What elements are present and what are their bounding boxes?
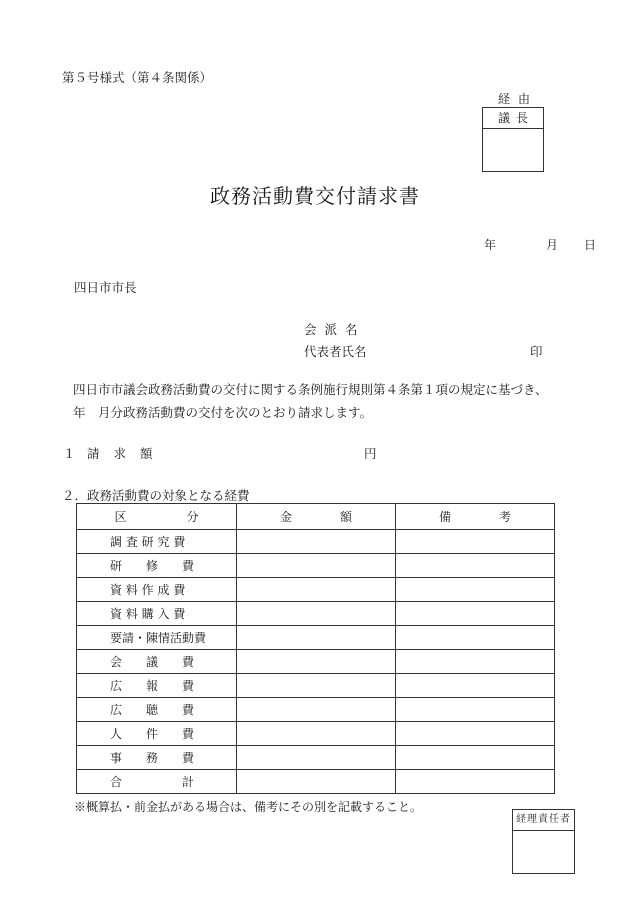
amount-label: 請求額 [87,446,167,461]
remarks-cell [396,674,555,698]
category-cell: 広 聴 費 [77,698,237,722]
category-cell: 会 議 費 [77,650,237,674]
remarks-cell [396,746,555,770]
remarks-cell [396,530,555,554]
faction-label: 会派名 [304,322,366,337]
table-row [77,746,555,770]
category-cell: 調 査 研 究 費 [77,530,237,554]
category-cell: 資 料 作 成 費 [77,578,237,602]
total-category-cell: 合 計 [77,770,237,794]
amount-cell [237,554,396,578]
table-row [77,626,555,650]
body-text-line-1: 四日市市議会政務活動費の交付に関する条例施行規則第４条第１項の規定に基づき、 [73,382,548,397]
form-number: 第５号様式（第４条関係） [62,70,213,85]
date-day: 日 [584,238,597,252]
amount-cell [237,722,396,746]
footnote: ※概算払・前金払がある場合は、備考にその別を記載すること。 [74,800,423,814]
seal-mark: 印 [530,344,543,359]
amount-cell [237,626,396,650]
table-row [77,674,555,698]
amount-cell [237,530,396,554]
table-row [77,698,555,722]
body-text-line-2: 年 月分政務活動費の交付を次のとおり請求します。 [73,405,373,420]
category-cell: 資 料 購 入 費 [77,602,237,626]
table-row [77,578,555,602]
amount-cell [237,602,396,626]
header-amount: 金 額 [237,504,396,530]
accountant-box-label: 経理責任者 [513,810,574,831]
table-row-total [77,770,555,794]
chair-stamp-box [482,107,544,172]
remarks-cell [396,722,555,746]
amount-cell [237,650,396,674]
amount-item-number: １ [63,446,76,461]
category-cell: 人 件 費 [77,722,237,746]
table-header-row [77,504,555,530]
table-row [77,650,555,674]
accountant-stamp-box [512,809,575,874]
amount-cell [237,578,396,602]
total-remarks-cell [396,770,555,794]
table-row [77,602,555,626]
remarks-cell [396,650,555,674]
table-row [77,530,555,554]
table-row [77,722,555,746]
amount-cell [237,698,396,722]
representative-label: 代表者氏名 [304,344,367,359]
category-cell: 研 修 費 [77,554,237,578]
total-amount-cell [237,770,396,794]
amount-cell [237,674,396,698]
remarks-cell [396,554,555,578]
table-row [77,554,555,578]
expense-table [76,503,555,794]
chair-box-label: 議長 [483,108,543,129]
expense-heading: ２．政務活動費の対象となる経費 [62,488,250,503]
header-category: 区 分 [77,504,237,530]
category-cell: 事 務 費 [77,746,237,770]
header-remarks: 備 考 [396,504,555,530]
amount-cell [237,746,396,770]
category-cell: 広 報 費 [77,674,237,698]
remarks-cell [396,626,555,650]
date-month: 月 [546,238,559,252]
date-line [484,236,596,253]
yen-mark: 円 [364,446,377,461]
category-cell: 要請・陳情活動費 [77,626,237,650]
addressee: 四日市市長 [74,280,137,295]
route-label: 経由 [498,92,539,106]
remarks-cell [396,602,555,626]
remarks-cell [396,578,555,602]
document-title: 政務活動費交付請求書 [210,184,420,208]
remarks-cell [396,698,555,722]
date-year: 年 [484,238,497,252]
